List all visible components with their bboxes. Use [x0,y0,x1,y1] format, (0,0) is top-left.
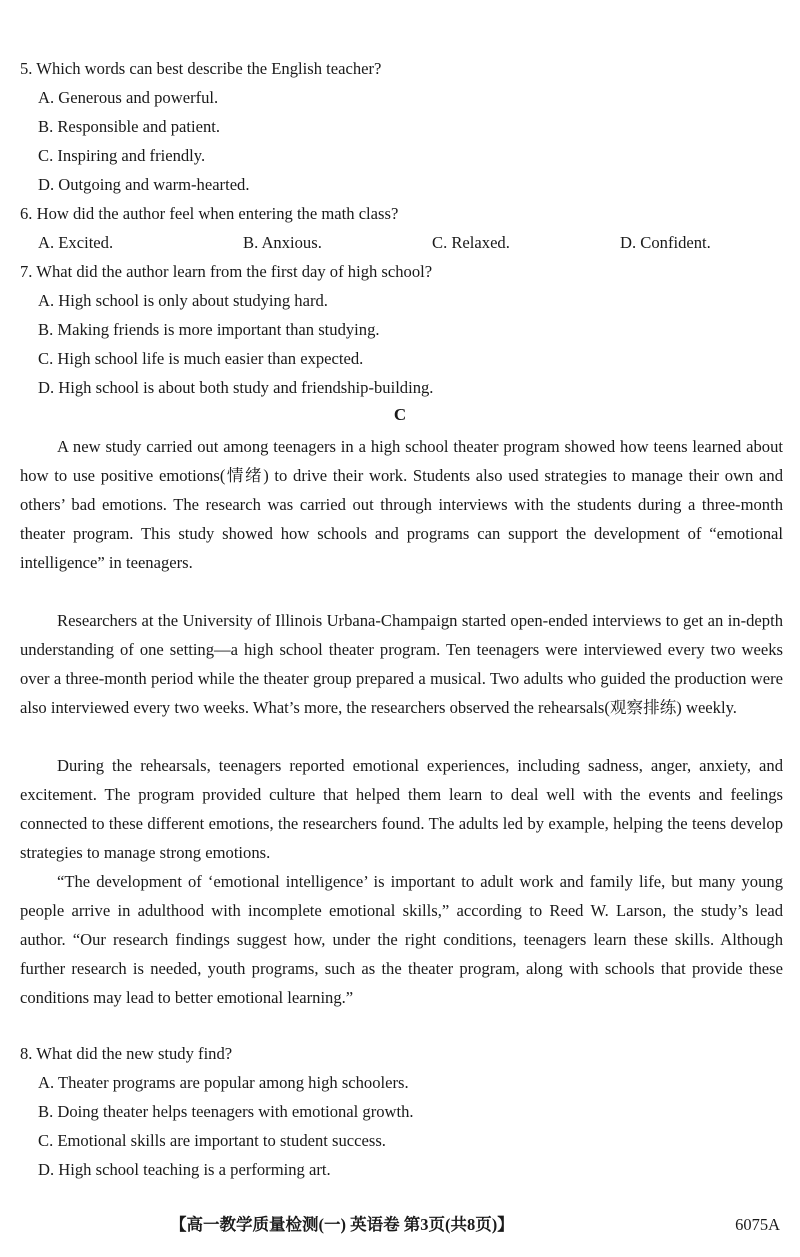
q8-option-c: C. Emotional skills are important to student success. [38,1131,386,1150]
q6-option-d: D. Confident. [620,233,711,252]
passage-paragraph-1: A new study carried out among teenagers in a high school theater program showed how teens learned about how to use positive emotions(情绪) to drive their work. Students also used strategies to manage their own and others’ bad emotions. The research was carried out through interviews with the students during a three-month theater program. This study showed how schools and programs can support the development of “emotional intelligence” in teenagers. [20,437,783,572]
q6-option-b: B. Anxious. [243,233,322,252]
q5-option-a: A. Generous and powerful. [38,88,219,107]
q5-option-b: B. Responsible and patient. [38,117,221,136]
q8-option-d: D. High school teaching is a performing art. [38,1160,331,1179]
q5-option-d: D. Outgoing and warm-hearted. [38,175,250,194]
question-7-stem: 7. What did the author learn from the first day of high school? [20,262,433,281]
passage-paragraph-2: Researchers at the University of Illinois Urbana-Champaign started open-ended interviews to get an in-depth understanding of one setting—a high school theater program. Ten teenagers were interviewed every two weeks over a three-month period while the theater group prepared a musical. Two adults who guided the production were also interviewed every two weeks. What’s more, the researchers observed the rehearsals(观察排练) weekly. [20,611,783,717]
q6-option-a: A. Excited. [38,233,114,252]
passage-paragraph-3: During the rehearsals, teenagers reported emotional experiences, including sadness, anger, anxiety, and excitement. The program provided culture that helped them learn to deal well with the events and feelings connected to these different emotions, the researchers found. The adults led by example, helping the teens develop strategies to manage strong emotions. [20,756,783,862]
section-heading: C [393,405,407,424]
q8-option-b: B. Doing theater helps teenagers with emotional growth. [38,1102,414,1121]
q6-options-row [0,232,800,254]
q8-option-a: A. Theater programs are popular among high schoolers. [38,1073,409,1092]
q7-option-a: A. High school is only about studying hard. [38,291,328,310]
page-footer [0,1212,800,1238]
question-5-stem: 5. Which words can best describe the English teacher? [20,59,382,78]
q7-option-c: C. High school life is much easier than expected. [38,349,364,368]
question-6-stem: 6. How did the author feel when entering the math class? [20,204,399,223]
exam-code: 6075A [735,1215,780,1234]
q6-option-c: C. Relaxed. [432,233,510,252]
footer-title: 【高一教学质量检测(一) 英语卷 第3页(共8页)】 [170,1215,514,1234]
q7-option-b: B. Making friends is more important than studying. [38,320,380,339]
passage-paragraph-4: “The development of ‘emotional intelligence’ is important to adult work and family life, but many young people arrive in adulthood with incomplete emotional skills,” according to Reed W. Larson, the study’s lead author. “Our research findings suggest how, under the right conditions, teenagers learn these skills. Although further research is needed, youth programs, such as the theater program, along with schools that provide these conditions may lead to better emotional learning.” [20,872,783,1007]
q7-option-d: D. High school is about both study and friendship-building. [38,378,434,397]
q5-option-c: C. Inspiring and friendly. [38,146,206,165]
question-8-stem: 8. What did the new study find? [20,1044,233,1063]
